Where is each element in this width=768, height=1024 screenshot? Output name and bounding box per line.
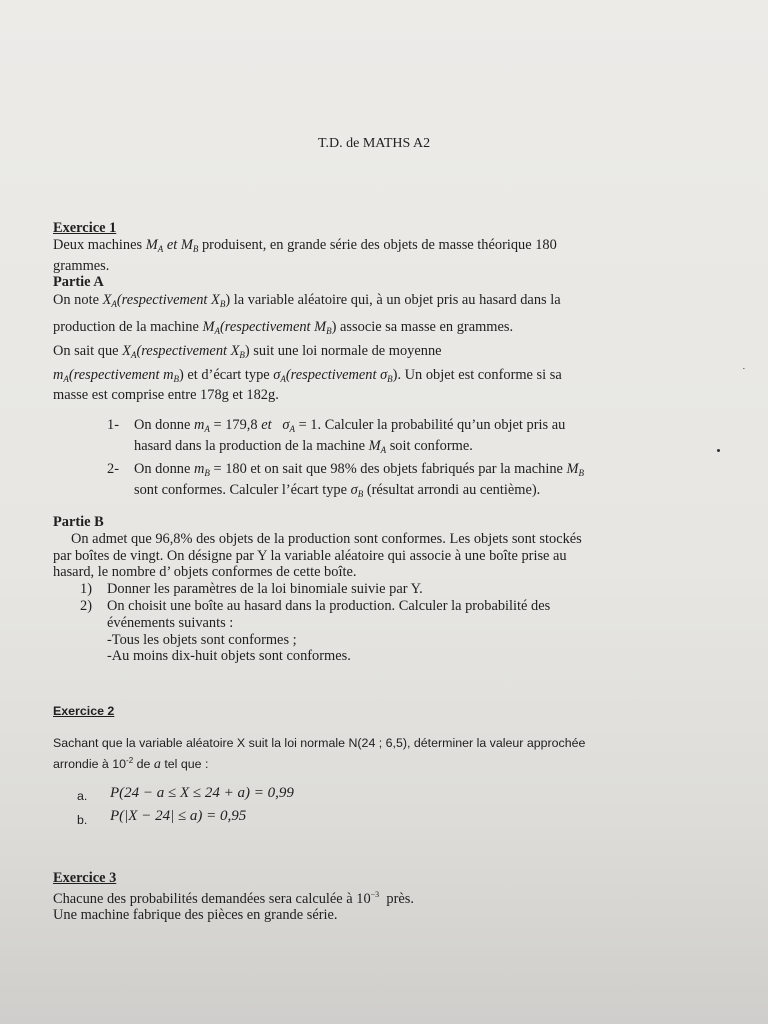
- margin-mark: ˙: [742, 366, 746, 378]
- partie-a-line3: On sait que $X_A(respectivement$ $X_B$) suit une loi normale de moyenne: [53, 342, 442, 360]
- ex1-intro-line2: grammes.: [53, 257, 110, 274]
- exercise-1-heading: Exercice 1: [53, 220, 117, 236]
- margin-dot: [717, 449, 720, 452]
- partie-b-line2: par boîtes de vingt. On désigne par Y la variable aléatoire qui associe à une boîte prise au: [53, 547, 567, 564]
- ex2-formula-b: P(|X − 24| ≤ a) = 0,95: [110, 808, 247, 824]
- exercise-2-heading: Exercice 2: [53, 704, 115, 718]
- partie-b: [53, 514, 733, 665]
- partie-b-item-1: 1) Donner les paramètres de la loi binomiale suivie par Y.: [80, 581, 423, 598]
- partie-a-line2: production de la machine $M_A(respectivement$ $M_B$) associe sa masse en grammes.: [53, 318, 514, 336]
- ex2-item-b: b.: [77, 813, 88, 827]
- ex3-line1: Chacune des probabilités demandées sera calculée à $10^{-3}$ près.: [53, 889, 414, 907]
- ex3-line2: Une machine fabrique des pièces en grande série.: [53, 907, 338, 924]
- ex2-line1: Sachant que la variable aléatoire X suit la loi normale N(24 ; 6,5), déterminer la valeur approchée: [53, 736, 586, 750]
- partie-b-heading: Partie B: [53, 514, 104, 530]
- ex2-formula-a: P(24 − a ≤ X ≤ 24 + a) = 0,99: [110, 785, 294, 801]
- ex2-item-a: a.: [77, 789, 88, 803]
- partie-a-line1: On note $X_A(respectivement$ $X_B$) la variable aléatoire qui, à un objet pris au hasard dans la: [53, 292, 561, 310]
- exercise-3-heading: Exercice 3: [53, 870, 117, 886]
- partie-a-line4: $m_A(respectivement$ $m_B$) et d’écart type $\sigma_A(respectivement$ $\sigma_B$). Un objet est conforme si sa: [53, 366, 562, 384]
- partie-b-item-2: 2) On choisit une boîte au hasard dans la production. Calculer la probabilité des événements suivants : -Tous les objets sont conformes ; -Au moins dix-huit objets sont conformes.: [80, 597, 551, 665]
- partie-a-heading: Partie A: [53, 274, 104, 291]
- exercise-1: [53, 220, 733, 404]
- partie-b-line1: On admet que 96,8% des objets de la production sont conformes. Les objets sont stockés: [71, 530, 582, 547]
- partie-b-line3: hasard, le nombre d’ objets conformes de cette boîte.: [53, 564, 357, 581]
- exercise-3: [53, 870, 733, 924]
- ex1-intro-line1: Deux machines $M_A$ et $M_B$ produisent, en grande série des objets de masse théorique 180: [53, 236, 557, 254]
- document-page: T.D. de MATHS A2 Exercice 1 Deux machines $M_A$ et $M_B$ produisent, en grande série des objets de masse théorique 180 grammes. Partie A On note $X_A(respectivement$ $X_B$) la variable aléatoire qui, à un objet pris au hasard dans la production de la machine $M_A(respectivement$ $M_B$) associe sa masse en grammes. On sait que $X_A(respectivement$ $X_B$) suit une loi normale de moyenne $m_A(respectivement$ $m_B$) et d’écart type $\sigma_A(respectivement$ $\sigma_B$). Un objet est conforme si sa masse est comprise entre 178g et 182g. ˙ 1- On donne $m_A = 179,8$ et $\sigma_A = 1$. Calculer la probabilité qu’un objet pris au hasard dans la production de la machine $M_A$ soit conforme. 2- On donne $m_B = 180$ et on sait que 98% des objets fabriqués par la machine $M_B$ sont conformes. Calculer l’écart type $\sigma_B$ (résultat arrondi au centième). Partie B On admet que 96,8% des objets de la production sont conformes. Les objets sont stockés par boîtes de vingt. On désigne par Y la variable aléatoire qui associe à une boîte prise au hasard, le nombre d’ objets conformes de cette boîte. 1) Donner les paramètres de la loi binomiale suivie par Y. 2) On choisit une boîte au hasard dans la production. Calculer la probabilité des événements suivants : -Tous les objets sont conformes ; -Au moins dix-huit objets sont conformes. Exercice 2 Sachant que la variable aléatoire X suit la loi normale N(24 ; 6,5), déterminer la valeur approchée arrondie à $10^{-2}$ de a tel que : a. P(24 − a ≤ X ≤ 24 + a) = 0,99 b. P(|X − 24| ≤ a) = 0,95 Exercice 3 Chacune des probabilités demandées sera calculée à $10^{-3}$ près. Une machine fabrique des pièces en grande série.: [53, 136, 746, 924]
- exercise-2: [53, 702, 733, 774]
- ex2-line2: arrondie à $10^{-2}$ de a tel que :: [53, 756, 209, 773]
- page-title: T.D. de MATHS A2: [318, 136, 431, 151]
- partie-a-line5: masse est comprise entre 178g et 182g.: [53, 387, 279, 404]
